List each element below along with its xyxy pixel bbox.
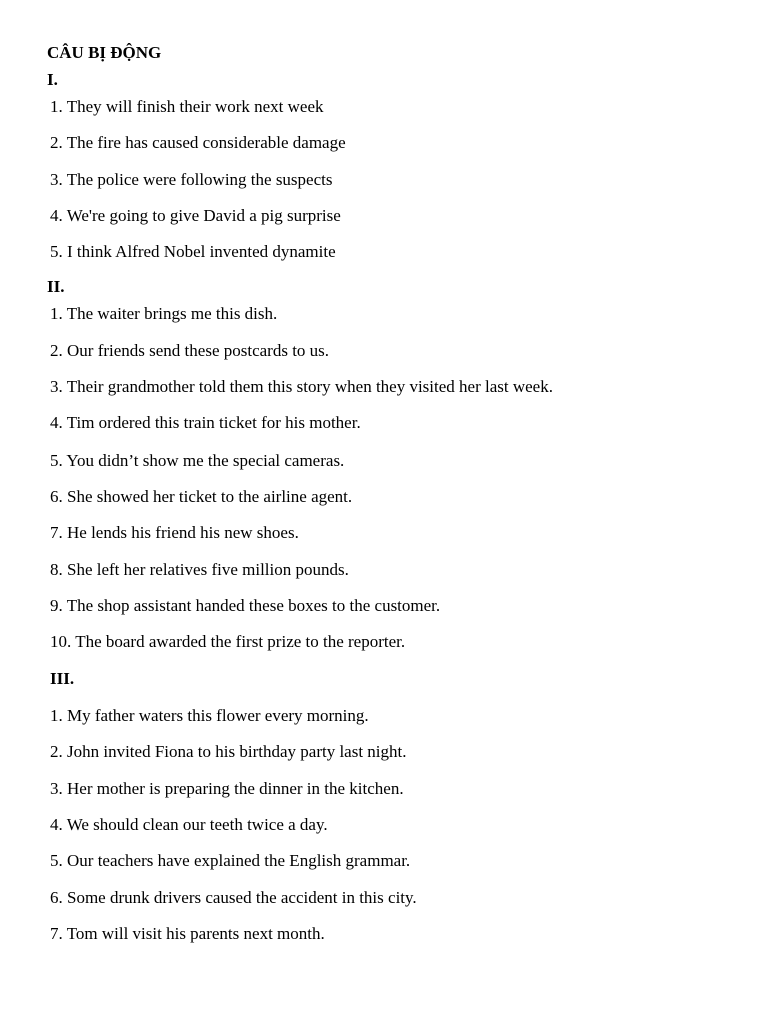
list-item: 7. Tom will visit his parents next month. (50, 924, 325, 943)
section-heading-2: II. (47, 277, 65, 296)
list-item: 6. She showed her ticket to the airline agent. (50, 487, 353, 506)
section-heading-3: III. (50, 669, 75, 688)
list-item: 4. Tim ordered this train ticket for his mother. (50, 413, 361, 432)
list-item: 2. Our friends send these postcards to us. (50, 341, 330, 360)
section-heading-1: I. (47, 70, 58, 89)
list-item: 5. Our teachers have explained the English grammar. (50, 851, 411, 870)
list-item: 1. My father waters this flower every morning. (50, 706, 369, 725)
list-item: 2. John invited Fiona to his birthday party last night. (50, 742, 407, 761)
list-item: 6. Some drunk drivers caused the accident in this city. (50, 888, 417, 907)
list-item: 10. The board awarded the first prize to the reporter. (50, 632, 406, 651)
list-item: 1. The waiter brings me this dish. (50, 304, 278, 323)
list-item: 9. The shop assistant handed these boxes to the customer. (50, 596, 441, 615)
list-item: 5. You didn’t show me the special cameras. (50, 451, 345, 470)
list-item: 3. Her mother is preparing the dinner in the kitchen. (50, 779, 404, 798)
list-item: 1. They will finish their work next week (50, 97, 324, 116)
list-item: 4. We're going to give David a pig surprise (50, 206, 341, 225)
list-item: 8. She left her relatives five million pounds. (50, 560, 349, 579)
list-item: 5. I think Alfred Nobel invented dynamite (50, 242, 336, 261)
list-item: 3. The police were following the suspects (50, 170, 333, 189)
list-item: 3. Their grandmother told them this story when they visited her last week. (50, 377, 553, 396)
list-item: 4. We should clean our teeth twice a day. (50, 815, 328, 834)
list-item: 2. The fire has caused considerable damage (50, 133, 346, 152)
document-title: CÂU BỊ ĐỘNG (47, 43, 162, 62)
list-item: 7. He lends his friend his new shoes. (50, 523, 299, 542)
